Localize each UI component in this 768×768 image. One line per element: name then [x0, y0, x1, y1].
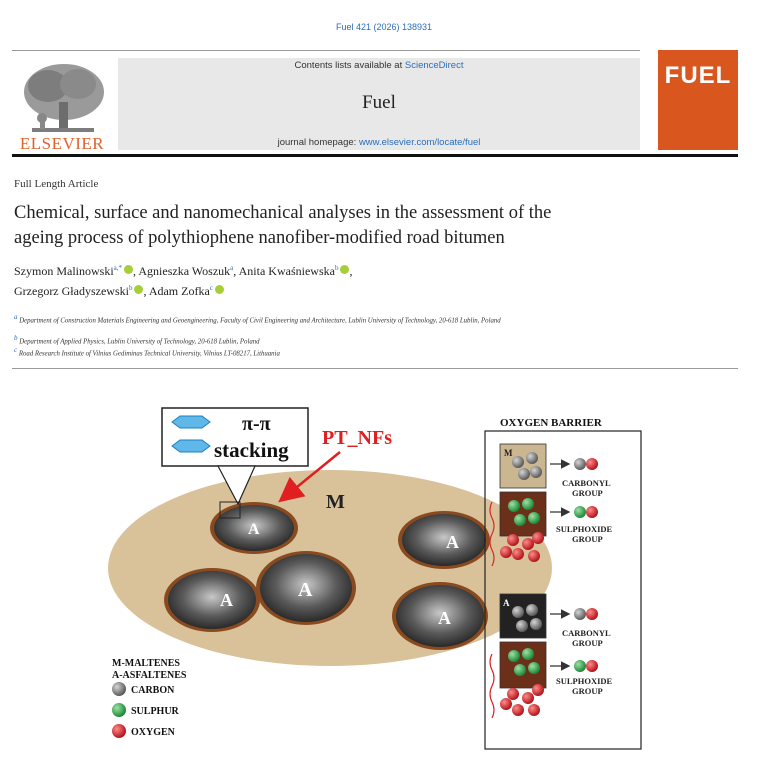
asphaltene-box-label: A	[503, 598, 510, 608]
asphaltene-cluster	[398, 511, 490, 569]
homepage-link[interactable]: www.elsevier.com/locate/fuel	[358, 137, 481, 148]
header-thick-rule	[12, 154, 738, 157]
maltene-sulphur-box	[500, 492, 546, 536]
asphaltene-label: A	[438, 608, 451, 628]
homepage-prefix: journal homepage:	[277, 137, 359, 148]
hexagon-icon	[172, 416, 210, 428]
maltene-box-label: M	[504, 448, 513, 458]
affiliation-mark: c	[14, 346, 18, 354]
orcid-icon[interactable]	[215, 285, 224, 294]
affiliation-text: Department of Applied Physics, Lublin University of Technology, 20-618 Lublin, Poland	[19, 338, 260, 346]
sulphur-atom-icon	[112, 703, 126, 717]
orcid-icon[interactable]	[340, 265, 349, 274]
author-name[interactable]: Anita Kwaśniewska	[238, 264, 335, 278]
affiliation-text: Road Research Institute of Vilnius Gediminas Technical University, Vilnius LT-08217, Lithuania	[18, 350, 280, 358]
author-list-line2: Grzegorz Gładyszewski$^b$ , Adam Zofka$^c$	[14, 284, 224, 299]
asphaltene-cluster	[392, 582, 488, 650]
hexagon-icon	[172, 440, 210, 452]
article-title-line1: Chemical, surface and nanomechanical analyses in the assessment of the	[14, 203, 552, 223]
barrier-title: OXYGEN BARRIER	[500, 417, 602, 429]
asphaltene-label: A	[298, 579, 313, 601]
oxygen-wave	[490, 654, 494, 718]
asphaltene-cluster	[256, 551, 356, 625]
article-title-line2: ageing process of polythiophene nanofiber-modified road bitumen	[14, 228, 505, 248]
author-aff-mark: c	[209, 284, 213, 292]
sulphoxide-label: SULPHOXIDE	[556, 524, 613, 534]
oxygen-atom-icon	[112, 724, 126, 738]
contents-prefix: Contents lists available at	[294, 60, 405, 71]
sulphoxide-label: GROUP	[572, 534, 603, 544]
legend-abbreviation: M-MALTENES	[112, 658, 180, 669]
graphical-abstract	[90, 388, 660, 758]
carbonyl-label: GROUP	[572, 638, 603, 648]
legend-abbreviation: A-ASFALTENES	[112, 670, 187, 681]
contents-line	[118, 60, 640, 71]
sciencedirect-link[interactable]: ScienceDirect	[404, 60, 464, 71]
author-aff-mark: b	[128, 284, 133, 292]
author-name[interactable]: Agnieszka Woszuk	[138, 264, 231, 278]
sulphoxide-label: SULPHOXIDE	[556, 676, 613, 686]
stacking-label-word: stacking	[214, 438, 289, 462]
carbonyl-label: CARBONYL	[562, 478, 611, 488]
stacking-label-pi: π-π	[242, 413, 271, 435]
author-aff-mark: b	[334, 264, 339, 272]
author-list-line1: Szymon Malinowski$^{a,*}$ , Agnieszka Woszuk$^a$, Anita Kwaśniewska$^b$ ,	[14, 264, 353, 278]
header-rule	[12, 50, 640, 51]
pt-nanofiber-label: PT_NFs	[322, 427, 392, 449]
carbonyl-label: GROUP	[572, 488, 603, 498]
author-name[interactable]: Adam Zofka	[148, 284, 210, 298]
figure-legend	[112, 658, 187, 738]
author-aff-mark: a	[230, 264, 234, 272]
asphaltene-cluster	[164, 568, 260, 632]
orcid-icon[interactable]	[134, 285, 143, 294]
legend-label: OXYGEN	[131, 727, 175, 738]
homepage-line	[118, 137, 640, 148]
affiliation-a	[14, 313, 674, 325]
orcid-icon[interactable]	[124, 265, 133, 274]
affiliation-mark: a	[14, 313, 18, 321]
citation: Fuel 421 (2026) 138931	[335, 22, 433, 32]
affiliation-mark: b	[14, 334, 18, 342]
affiliation-c	[14, 346, 280, 357]
author-name[interactable]: Szymon Malinowski	[14, 264, 114, 278]
matrix-label: M	[326, 491, 345, 513]
legend-label: CARBON	[131, 685, 175, 696]
abstract-rule	[12, 368, 738, 369]
sulphoxide-label: GROUP	[572, 686, 603, 696]
affiliation-text: Department of Construction Materials Engineering and Geoengineering, Faculty of Civil Engineering and Architecture, Lublin University of Technology, 20-618 Lublin, Poland	[19, 317, 501, 325]
journal-title: Fuel	[362, 92, 396, 113]
legend-label: SULPHUR	[131, 706, 179, 717]
asphaltene-label: A	[446, 532, 459, 552]
asphaltene-label: A	[220, 590, 233, 610]
carbonyl-label: CARBONYL	[562, 628, 611, 638]
article-type: Full Length Article	[14, 178, 99, 190]
affiliation-b	[14, 334, 260, 345]
carbon-atom-icon	[112, 682, 126, 696]
cover-title: FUEL	[664, 62, 732, 89]
publisher-name: ELSEVIER	[19, 134, 105, 153]
asphaltene-cluster	[210, 502, 298, 554]
author-name[interactable]: Grzegorz Gładyszewski	[14, 284, 129, 298]
asphaltene-label: A	[248, 521, 260, 538]
author-aff-mark: a,*	[113, 264, 123, 272]
